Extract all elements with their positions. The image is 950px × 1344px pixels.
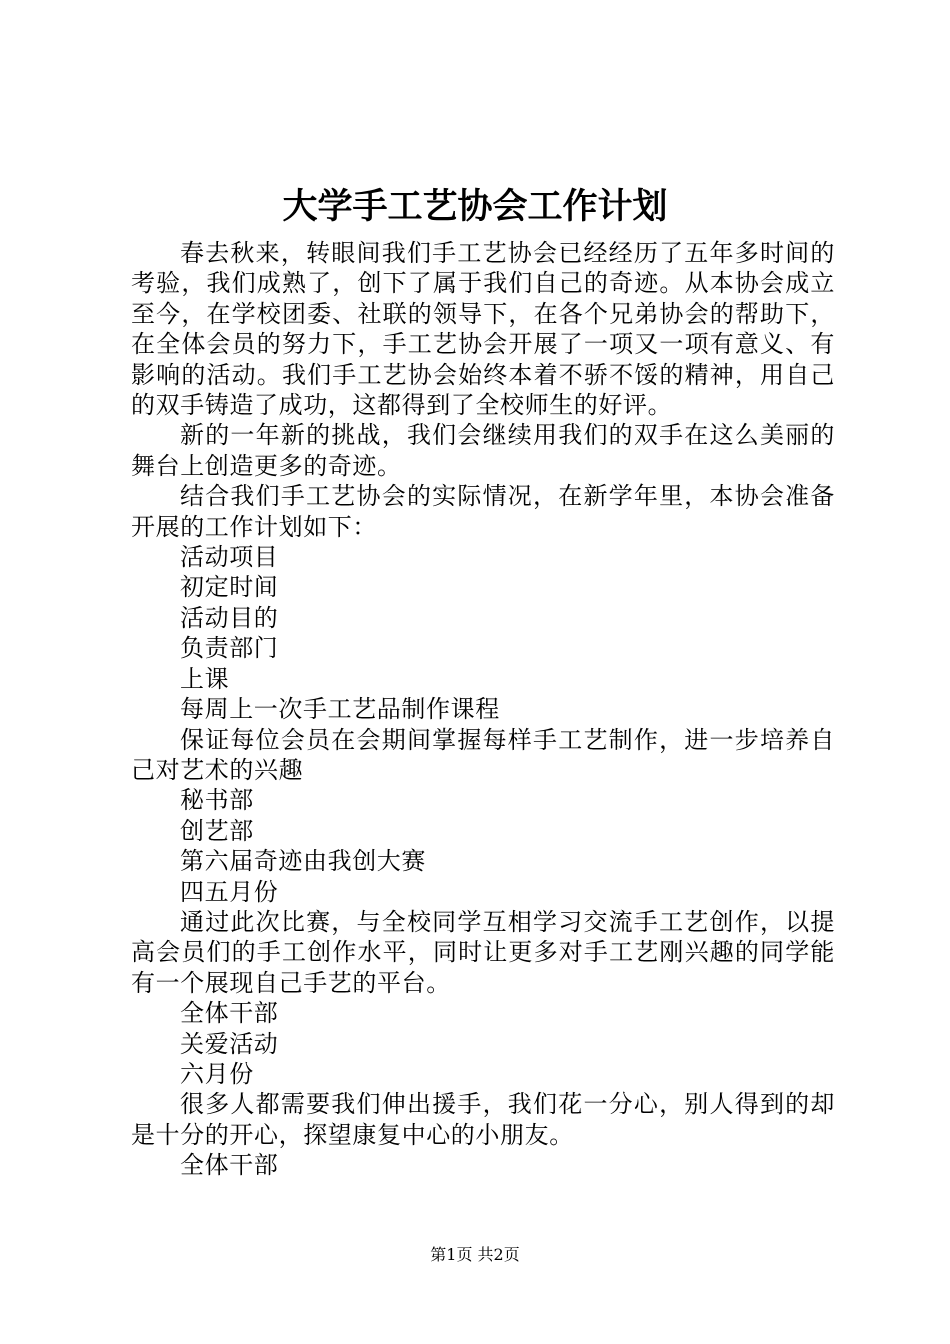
paragraph: 活动项目 [180, 543, 279, 572]
paragraph: 全体干部 [180, 1151, 279, 1180]
paragraph: 春去秋来，转眼间我们手工艺协会已经经历了五年多时间的考验，我们成熟了，创下了属于我们自己的奇迹。从本协会成立至今，在学校团委、社联的领导下，在各个兄弟协会的帮助下，在全体会员的努力下，手工艺协会开展了一项又一项有意义、有影响的活动。我们手工艺协会始终本着不骄不馁的精神，用自己的双手铸造了成功，这都得到了全校师生的好评。 [131, 239, 835, 420]
paragraph: 新的一年新的挑战，我们会继续用我们的双手在这么美丽的舞台上创造更多的奇迹。 [131, 421, 835, 480]
paragraph: 负责部门 [180, 634, 279, 663]
paragraph: 初定时间 [180, 573, 279, 602]
document-body [131, 238, 835, 1181]
paragraph: 创艺部 [180, 816, 254, 845]
paragraph: 全体干部 [180, 999, 279, 1028]
paragraph: 结合我们手工艺协会的实际情况，在新学年里，本协会准备开展的工作计划如下： [131, 482, 835, 541]
paragraph: 很多人都需要我们伸出援手，我们花一分心，别人得到的却是十分的开心，探望康复中心的小朋友。 [131, 1090, 835, 1149]
paragraph: 每周上一次手工艺品制作课程 [180, 695, 500, 724]
paragraph: 秘书部 [180, 786, 254, 815]
paragraph: 关爱活动 [180, 1029, 279, 1058]
paragraph: 通过此次比赛，与全校同学互相学习交流手工艺创作，以提高会员们的手工创作水平，同时让更多对手工艺刚兴趣的同学能有一个展现自己手艺的平台。 [131, 907, 835, 997]
paragraph: 保证每位会员在会期间掌握每样手工艺制作，进一步培养自己对艺术的兴趣 [131, 725, 835, 784]
paragraph: 活动目的 [180, 603, 279, 632]
paragraph: 上课 [180, 664, 230, 693]
paragraph: 六月份 [180, 1059, 254, 1088]
page-number-footer: 第1页 共2页 [430, 1245, 520, 1264]
page-title: 大学手工艺协会工作计划 [282, 186, 668, 227]
paragraph: 第六届奇迹由我创大赛 [180, 847, 426, 876]
paragraph: 四五月份 [180, 877, 279, 906]
